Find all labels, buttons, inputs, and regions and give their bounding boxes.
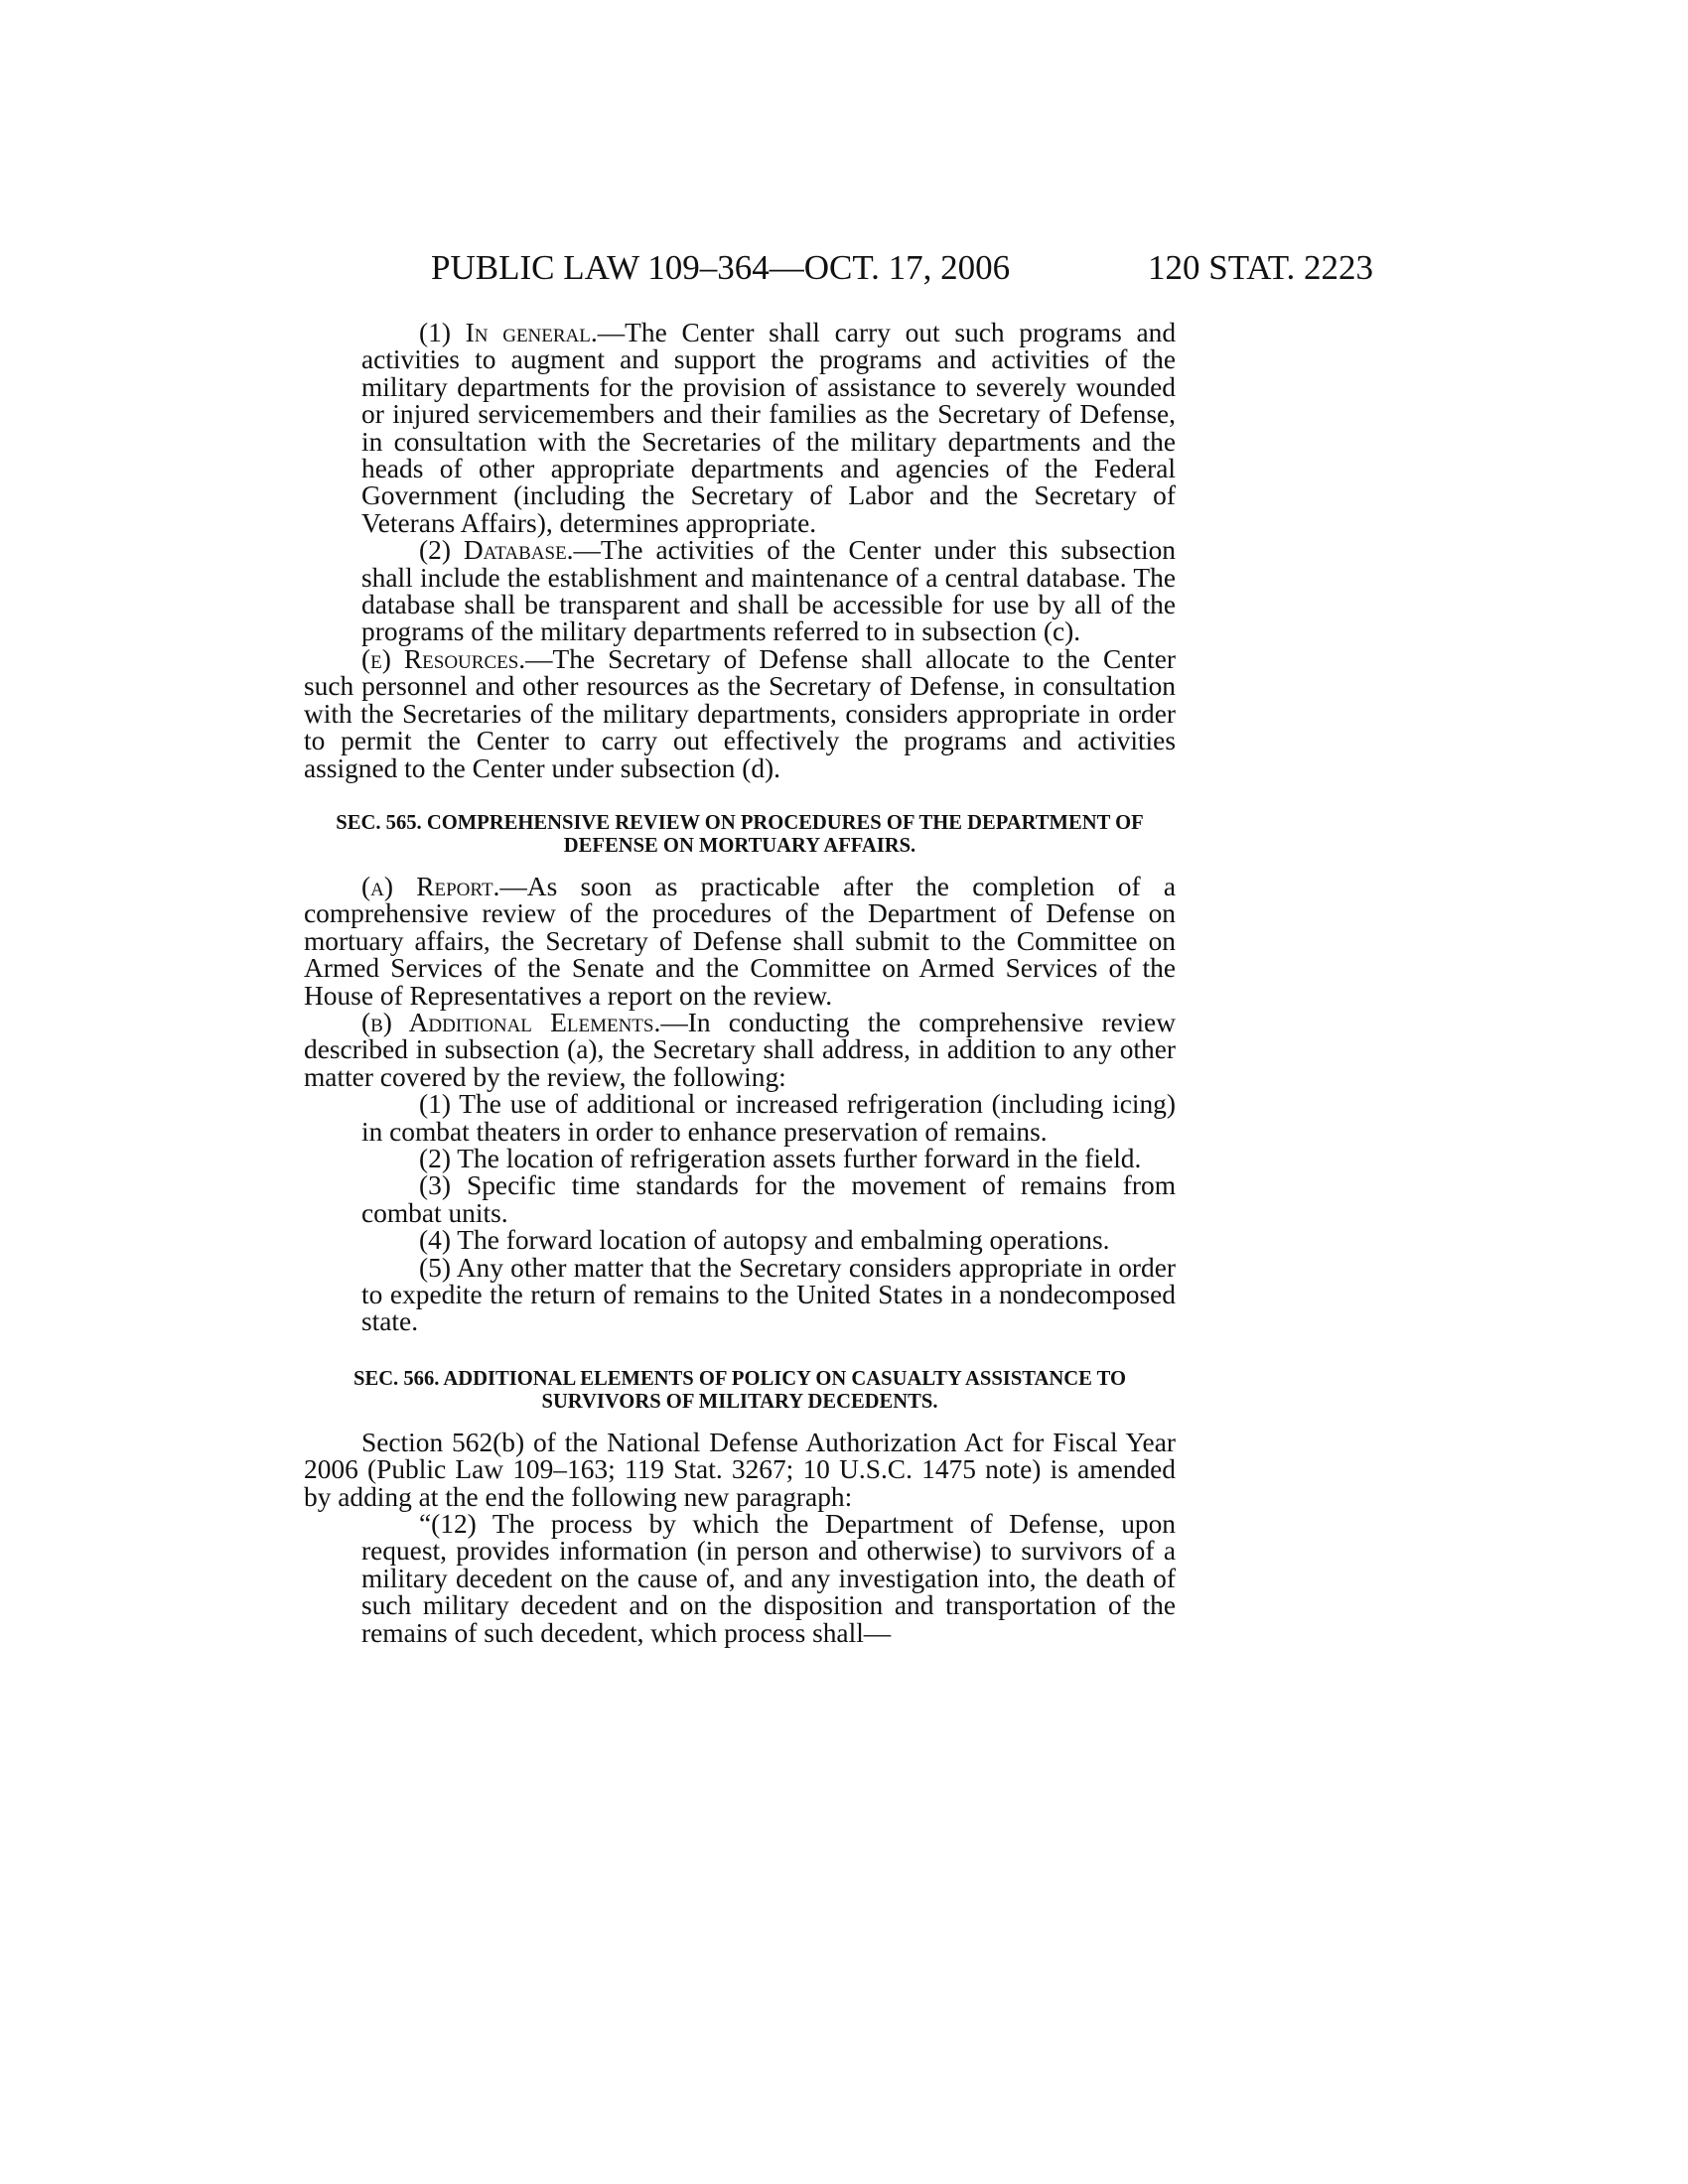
subsection-e bbox=[304, 643, 1176, 783]
section-566-text: Section 562(b) of the National Defense Authorization Act for Fiscal Year 2006 (Public Law 109–163; 119 Stat. 3267; 10 U.S.C. 1475 note) is amended by adding at the end the following new paragraph: bbox=[304, 1427, 1176, 1512]
section-566-heading: SEC. 566. ADDITIONAL ELEMENTS OF POLICY ON CASUALTY ASSISTANCE TO SURVIVORS OF MILITARY DECEDENTS. bbox=[353, 1367, 1126, 1413]
section-565-heading: SEC. 565. COMPREHENSIVE REVIEW ON PROCEDURES OF THE DEPARTMENT OF DEFENSE ON MORTUARY AFFAIRS. bbox=[336, 811, 1144, 857]
section-565-subsection-b bbox=[304, 1007, 1176, 1092]
section-565-item-1: (1) The use of additional or increased refrigeration (including icing) in combat theaters in order to enhance preservation of remains. bbox=[361, 1089, 1176, 1147]
page-header-title: PUBLIC LAW 109–364—OCT. 17, 2006 bbox=[431, 248, 1011, 287]
section-565-subsection-a bbox=[304, 871, 1177, 1011]
section-565-subsection-b-text: —In conducting the comprehensive review described in subsection (a), the Secretary shall address, in addition to any other matter covered by the review, the following: bbox=[304, 1007, 1176, 1092]
paragraph-d2-text: —The activities of the Center under this subsection shall include the establishment and maintenance of a central database. The database shall be transparent and shall be accessible for use by all of the programs of the military departments referred to in subsection (c). bbox=[361, 535, 1176, 647]
paragraph-d2-heading: (2) Database. bbox=[419, 535, 574, 566]
paragraph-d1-heading: (1) In general. bbox=[419, 318, 598, 347]
section-566-paragraph-12: “(12) The process by which the Department of Defense, upon request, provides information (in person and otherwise) to survivors of a military decedent on the cause of, and any investigation into, the death of such military decedent and on the disposition and transportation of the remains of such decedent, which process shall— bbox=[361, 1509, 1176, 1648]
page-body bbox=[304, 320, 1176, 1647]
section-565-subsection-a-text: —As soon as practicable after the completion of a comprehensive review of the procedures of the Department of Defense on mortuary affairs, the Secretary of Defense shall submit to the Committee on Armed Services of the Senate and the Committee on Armed Services of the House of Representatives a report on the review. bbox=[304, 871, 1177, 1011]
subsection-e-text: —The Secretary of Defense shall allocate to the Center such personnel and other resources as the Secretary of Defense, in consultation with the Secretaries of the military departments, considers appropriate in order to permit the Center to carry out effectively the programs and activities assigned to the Center under subsection (d). bbox=[304, 643, 1176, 783]
section-565-subsection-a-heading: (a) Report. bbox=[361, 871, 500, 901]
paragraph-d2 bbox=[361, 537, 1176, 646]
page-header-stat-citation: 120 STAT. 2223 bbox=[1148, 248, 1373, 287]
section-565-item-2: (2) The location of refrigeration assets further forward in the field. bbox=[419, 1143, 1142, 1173]
running-header bbox=[298, 243, 1373, 293]
section-565-item-5: (5) Any other matter that the Secretary considers appropriate in order to expedite the return of remains to the United States in a nondecomposed state. bbox=[361, 1252, 1176, 1337]
paragraph-d1-text: —The Center shall carry out such programs and activities to augment and support the programs and activities of the military departments for the provision of assistance to severely wounded or injured servicemembers and their families as the Secretary of Defense, in consultation with the Secretaries of the military departments and the heads of other appropriate departments and agencies of the Federal Government (including the Secretary of Labor and the Secretary of Veterans Affairs), determines appropriate. bbox=[361, 318, 1177, 538]
section-565-item-3: (3) Specific time standards for the movement of remains from combat units. bbox=[361, 1170, 1176, 1228]
subsection-e-heading: (e) Resources. bbox=[361, 643, 526, 674]
section-565-item-4: (4) The forward location of autopsy and embalming operations. bbox=[419, 1225, 1110, 1256]
section-565-subsection-b-heading: (b) Additional Elements. bbox=[361, 1007, 661, 1037]
paragraph-d1 bbox=[361, 320, 1176, 537]
